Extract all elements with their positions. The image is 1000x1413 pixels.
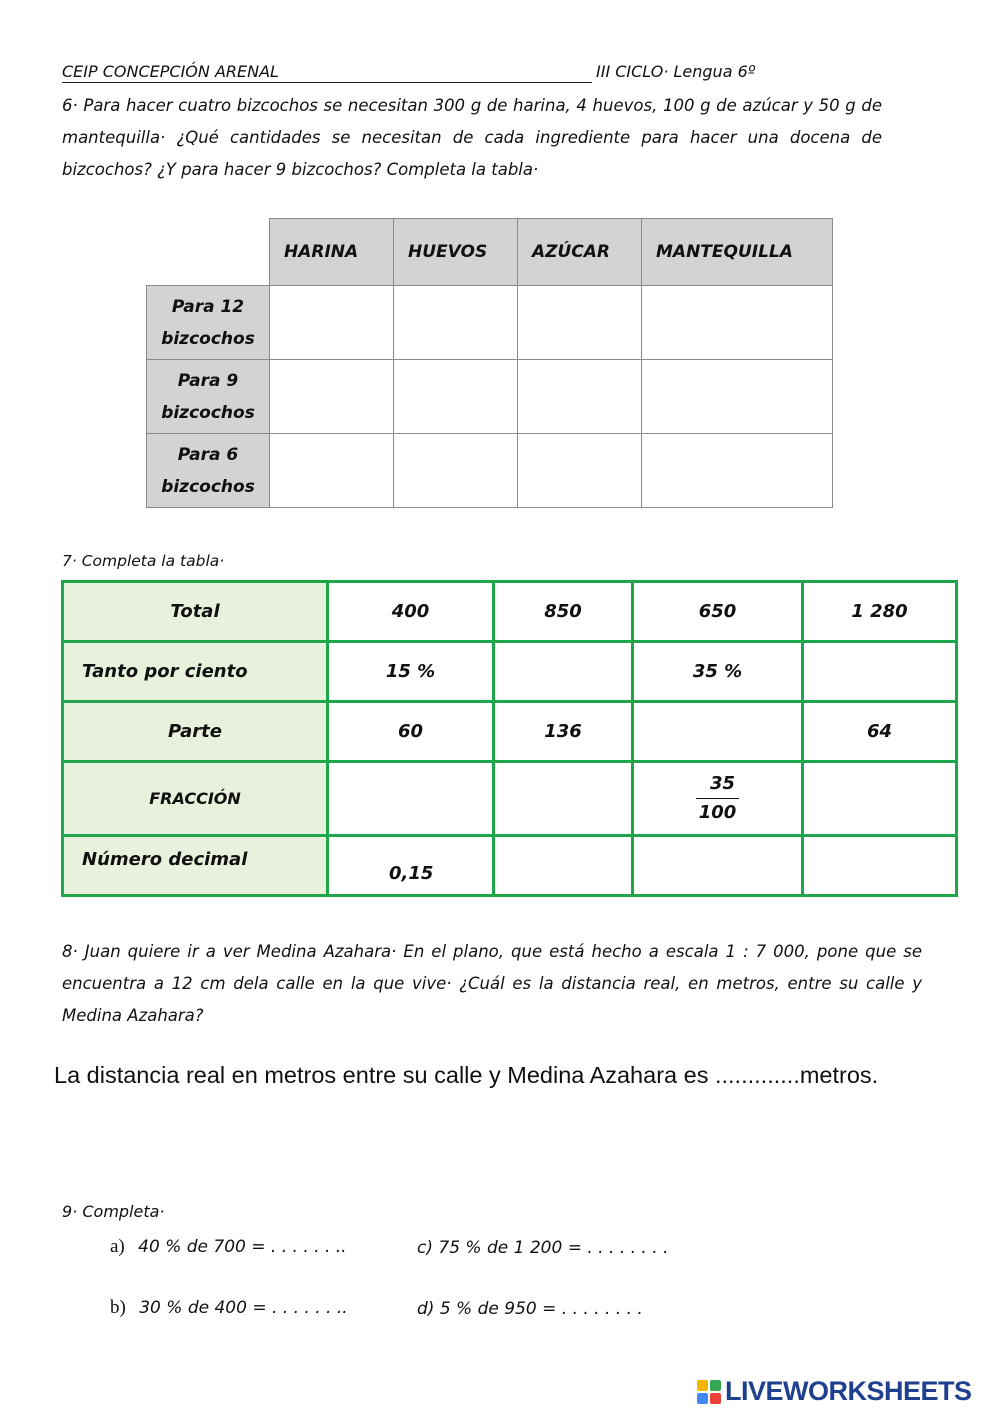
fraction-denominator: 100 — [698, 802, 737, 823]
exercise-b-row — [110, 1297, 348, 1319]
logo-square — [697, 1393, 708, 1404]
logo-text: LIVEWORKSHEETS — [725, 1376, 972, 1406]
answer-cell[interactable] — [518, 286, 642, 360]
label-percent: Tanto por ciento — [63, 642, 328, 702]
part-value: 136 — [494, 702, 633, 762]
school-name: CEIP CONCEPCIÓN ARENAL — [62, 62, 592, 83]
part-value: 60 — [328, 702, 494, 762]
course-label: III CICLO· Lengua 6º — [596, 62, 756, 81]
decimal-answer-cell[interactable] — [803, 836, 957, 896]
col-huevos: HUEVOS — [394, 219, 518, 286]
ingredients-table — [146, 218, 833, 508]
question-9-title: 9· Completa· — [62, 1202, 165, 1221]
row-12-bizcochos — [147, 286, 270, 360]
question-7-title: 7· Completa la tabla· — [62, 552, 225, 570]
fraction-numerator: 35 — [696, 770, 739, 799]
fraction-answer-cell[interactable] — [803, 762, 957, 836]
answer-cell[interactable] — [394, 434, 518, 508]
answer-cell[interactable] — [270, 286, 394, 360]
answer-cell[interactable] — [394, 360, 518, 434]
answer-cell[interactable] — [642, 286, 833, 360]
logo-mark-icon — [697, 1380, 721, 1404]
part-value: 64 — [803, 702, 957, 762]
logo-square — [710, 1393, 721, 1404]
label-part: Parte — [63, 702, 328, 762]
exercise-d[interactable]: d) 5 % de 950 = . . . . . . . . — [417, 1299, 643, 1319]
row-label-line2: bizcochos — [161, 328, 255, 349]
total-value: 850 — [494, 582, 633, 642]
percent-table — [61, 580, 958, 897]
label-decimal: Número decimal — [63, 836, 328, 896]
question-6-text: 6· Para hacer cuatro bizcochos se necesitan 300 g de harina, 4 huevos, 100 g de azúcar y 50 g de mantequilla· ¿Qué cantidades se necesitan de cada ingrediente para hacer una docena de bizcochos? ¿Y para hacer 9 bizcochos? Completa la tabla· — [62, 96, 882, 179]
question-8-text: 8· Juan quiere ir a ver Medina Azahara· En el plano, que está hecho a escala 1 : 7 000, pone que se encuentra a 12 cm dela calle en la que vive· ¿Cuál es la distancia real, en metros, entre su calle y Medina Azahara? — [62, 942, 922, 1025]
question-8-answer[interactable]: La distancia real en metros entre su calle y Medina Azahara es .............metros. — [54, 1062, 879, 1088]
label-fraction: FRACCIÓN — [63, 762, 328, 836]
fraction-answer-cell[interactable] — [494, 762, 633, 836]
row-label-line1: Para 12 — [171, 296, 245, 317]
decimal-answer-cell[interactable] — [494, 836, 633, 896]
answer-cell[interactable] — [270, 434, 394, 508]
percent-value: 35 % — [633, 642, 803, 702]
exercise-a[interactable]: 40 % de 700 = . . . . . . .. — [138, 1237, 347, 1257]
item-letter: a) — [110, 1236, 125, 1257]
row-label-line2: bizcochos — [161, 476, 255, 497]
row-label-line1: Para 6 — [177, 444, 239, 465]
row-label-line2: bizcochos — [161, 402, 255, 423]
exercise-b[interactable]: 30 % de 400 = . . . . . . .. — [139, 1298, 348, 1318]
item-letter: b) — [110, 1297, 126, 1318]
logo-square — [697, 1380, 708, 1391]
answer-cell[interactable] — [642, 434, 833, 508]
answer-cell[interactable] — [270, 360, 394, 434]
total-value: 1 280 — [803, 582, 957, 642]
decimal-value: 0,15 — [328, 836, 494, 896]
logo-square — [710, 1380, 721, 1391]
total-value: 400 — [328, 582, 494, 642]
col-harina: HARINA — [270, 219, 394, 286]
answer-cell[interactable] — [518, 360, 642, 434]
table-corner — [147, 219, 270, 286]
answer-cell[interactable] — [394, 286, 518, 360]
answer-cell[interactable] — [518, 434, 642, 508]
row-9-bizcochos — [147, 360, 270, 434]
percent-value: 15 % — [328, 642, 494, 702]
fraction-value — [633, 762, 803, 836]
exercise-c[interactable]: c) 75 % de 1 200 = . . . . . . . . — [417, 1238, 669, 1258]
label-total: Total — [63, 582, 328, 642]
col-azucar: AZÚCAR — [518, 219, 642, 286]
percent-answer-cell[interactable] — [803, 642, 957, 702]
fraction-answer-cell[interactable] — [328, 762, 494, 836]
decimal-answer-cell[interactable] — [633, 836, 803, 896]
percent-answer-cell[interactable] — [494, 642, 633, 702]
col-mantequilla: MANTEQUILLA — [642, 219, 833, 286]
row-6-bizcochos — [147, 434, 270, 508]
exercise-a-row — [110, 1236, 347, 1258]
part-answer-cell[interactable] — [633, 702, 803, 762]
row-label-line1: Para 9 — [177, 370, 239, 391]
total-value: 650 — [633, 582, 803, 642]
answer-cell[interactable] — [642, 360, 833, 434]
liveworksheets-logo — [697, 1376, 972, 1407]
